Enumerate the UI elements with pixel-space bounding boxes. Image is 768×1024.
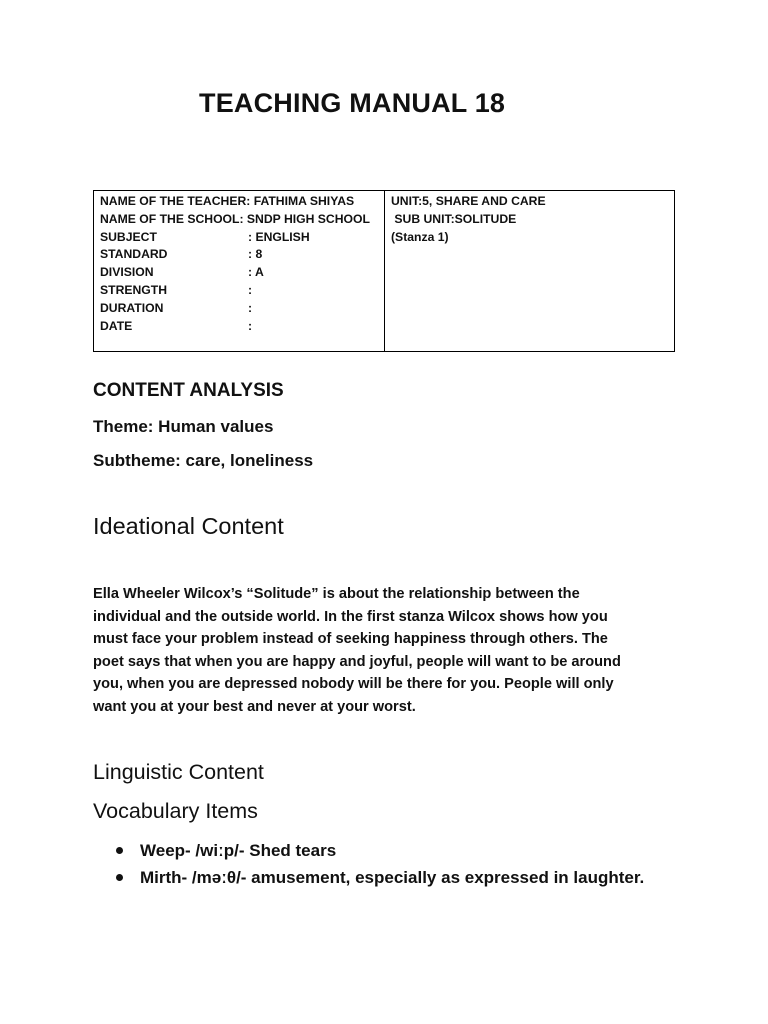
- school-name-row: [100, 211, 378, 229]
- standard-row: [100, 246, 378, 264]
- paragraph-line: you, when you are depressed nobody will be there for you. People will only: [93, 676, 614, 693]
- bullet-icon: [116, 874, 123, 881]
- vocabulary-item: [116, 838, 656, 863]
- duration-label: DURATION: [100, 300, 164, 315]
- theme-line: Theme: Human values: [93, 417, 274, 436]
- strength-value: :: [248, 282, 253, 297]
- strength-label: STRENGTH: [100, 282, 168, 297]
- bullet-icon: [116, 847, 123, 854]
- teacher-details-column: [94, 191, 385, 351]
- standard-label: STANDARD: [100, 247, 168, 262]
- vocabulary-item: [116, 865, 656, 890]
- school-name-text: NAME OF THE SCHOOL: SNDP HIGH SCHOOL: [100, 211, 370, 226]
- ideational-paragraph: [93, 583, 683, 719]
- teacher-name-text: NAME OF THE TEACHER: FATHIMA SHIYAS: [100, 194, 355, 208]
- subtheme-line: Subtheme: care, loneliness: [93, 451, 314, 470]
- strength-row: [100, 282, 378, 300]
- paragraph-line: Ella Wheeler Wilcox’s “Solitude” is about the relationship between the: [93, 586, 580, 602]
- paragraph-line: want you at your best and never at your worst.: [93, 698, 416, 715]
- date-label: DATE: [100, 318, 133, 333]
- vocabulary-item-text: Mirth- /məːθ/- amusement, especially as expressed in laughter.: [140, 868, 645, 887]
- ideational-content-heading: Ideational Content: [93, 513, 284, 539]
- stanza-text: (Stanza 1): [391, 229, 449, 244]
- subject-value: : ENGLISH: [248, 229, 310, 244]
- duration-row: [100, 300, 378, 318]
- sub-unit-row: [391, 211, 668, 229]
- unit-text: UNIT:5, SHARE AND CARE: [391, 194, 546, 208]
- duration-value: :: [248, 300, 253, 315]
- page-title: TEACHING MANUAL 18: [199, 88, 506, 118]
- division-label: DIVISION: [100, 265, 154, 280]
- division-value: : A: [248, 265, 264, 280]
- paragraph-line: individual and the outside world. In the first stanza Wilcox shows how you: [93, 608, 608, 625]
- teacher-info-table: [93, 190, 675, 352]
- subject-label: SUBJECT: [100, 229, 157, 244]
- teacher-name-row: [100, 193, 378, 211]
- sub-unit-text: SUB UNIT:SOLITUDE: [391, 211, 517, 226]
- vocabulary-items-heading: Vocabulary Items: [93, 799, 258, 823]
- stanza-row: [391, 229, 668, 247]
- standard-value: : 8: [248, 247, 263, 262]
- date-value: :: [248, 318, 253, 333]
- linguistic-content-heading: Linguistic Content: [93, 760, 264, 784]
- subject-row: [100, 229, 378, 247]
- vocabulary-item-text: Weep- /wiːp/- Shed tears: [140, 841, 337, 860]
- paragraph-line: must face your problem instead of seeking happiness through others. The: [93, 631, 608, 648]
- unit-details-column: [385, 191, 674, 351]
- date-row: [100, 318, 378, 336]
- vocabulary-list: [116, 838, 656, 892]
- unit-row: [391, 193, 668, 211]
- division-row: [100, 264, 378, 282]
- content-analysis-heading: CONTENT ANALYSIS: [93, 380, 284, 401]
- paragraph-line: poet says that when you are happy and joyful, people will want to be around: [93, 653, 621, 670]
